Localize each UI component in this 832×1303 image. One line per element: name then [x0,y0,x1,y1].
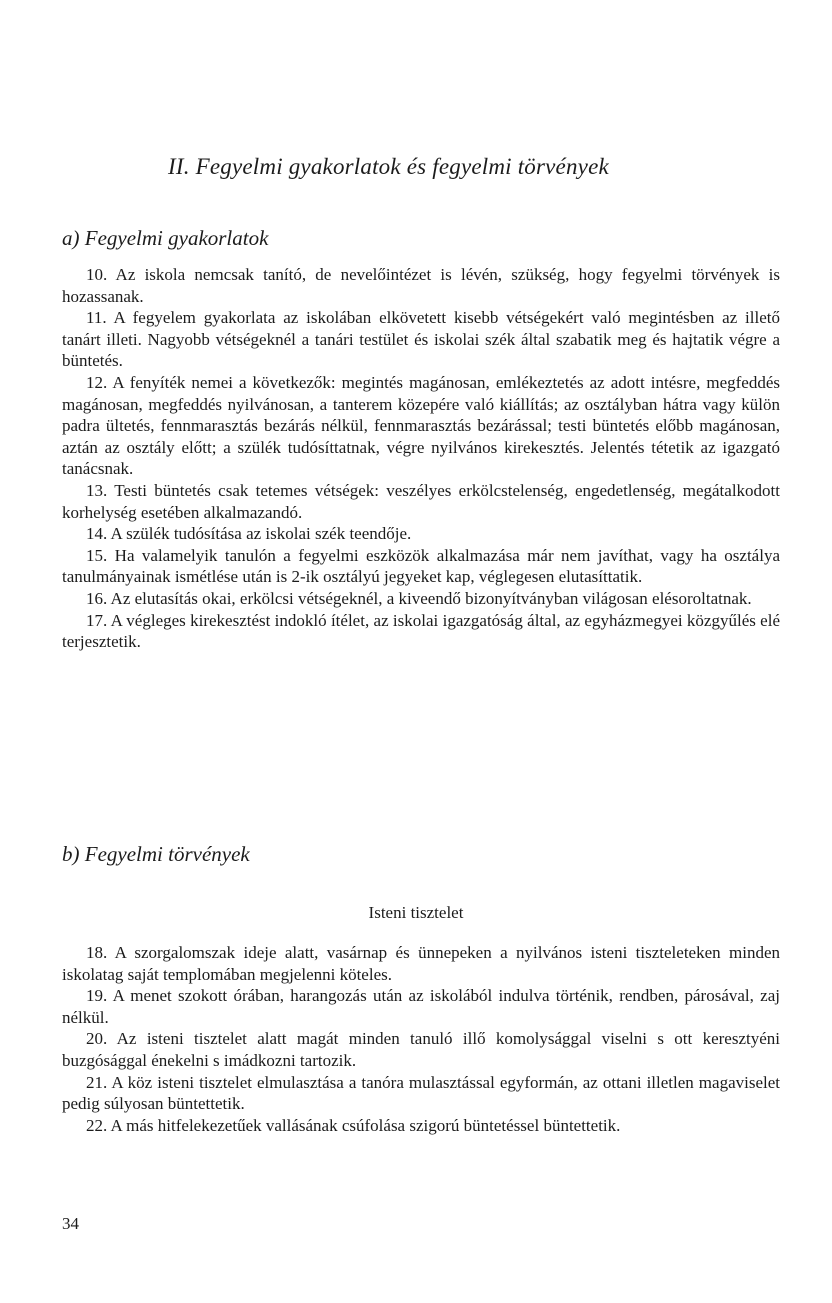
paragraph-22: 22. A más hitfelekezetűek vallásának csúfolása szigorú büntetéssel büntettetik. [86,1115,621,1135]
chapter-title: II. Fegyelmi gyakorlatok és fegyelmi törvények [168,154,609,179]
paragraph-10: 10. Az iskola nemcsak tanító, de nevelőintézet is lévén, szükség, hogy fegyelmi törvények is hozassanak. [62,265,780,306]
paragraph-18: 18. A szorgalomszak ideje alatt, vasárnap és ünnepeken a nyilvános isteni tiszteleteken minden iskolatag saját templomában megjelenni köteles. [62,943,780,984]
paragraph-13: 13. Testi büntetés csak tetemes vétségek: veszélyes erkölcstelenség, engedetlenség, megátalkodott korhelység esetében alkalmazandó. [62,480,780,522]
paragraph-12: 12. A fenyíték nemei a következők: megintés magánosan, emlékeztetés az adott intésre, megfeddés magánosan, megfeddés nyilvánosan, a tanterem közepére való kiállítás; az osztályban hátra vagy külön padra ültetés, fennmarasztás bezárás nélkül, fennmarasztás bezárással; testi büntetés előbb magánosan, aztán az osztály előtt; a szülék tudósíttatnak, végre nyilvános kirekesztés. Jelentés tétetik az igazgató tanácsnak. [62,372,780,479]
section-heading-b: b) Fegyelmi törvények [62,842,250,866]
paragraph-21: 21. A köz isteni tisztelet elmulasztása a tanóra mulasztással egyformán, az ottani illetlen magaviselet pedig súlyosan büntettetik. [62,1072,780,1114]
section-heading-a: a) Fegyelmi gyakorlatok [62,226,269,250]
paragraph-14: 14. A szülék tudósítása az iskolai szék teendője. [86,524,412,544]
paragraph-11: 11. A fegyelem gyakorlata az iskolában elkövetett kisebb vétségekért való megintésben az illető tanárt illeti. Nagyobb vétségeknél a tanári testület és iskolai szék által szabatik meg és hajtatik végre a büntetés. [62,308,780,371]
paragraph-19: 19. A menet szokott órában, harangozás után az iskolából indulva történik, rendben, párosával, zaj nélkül. [62,986,780,1027]
paragraph-20: 20. Az isteni tisztelet alatt magát minden tanuló illő komolysággal viselni s ott keresztyéni buzgósággal énekelni s imádkozni tartozik. [62,1029,780,1070]
section-a-body [62,264,780,653]
page-number: 34 [62,1214,79,1233]
section-subtitle: Isteni tisztelet [368,903,464,922]
section-b-body [62,942,780,1136]
paragraph-17: 17. A végleges kirekesztést indokló ítélet, az iskolai igazgatóság által, az egyházmegyei közgyűlés elé terjesztetik. [62,610,780,652]
paragraph-16: 16. Az elutasítás okai, erkölcsi vétségeknél, a kiveendő bizonyítványban világosan elésoroltatnak. [86,588,752,608]
paragraph-15: 15. Ha valamelyik tanulón a fegyelmi eszközök alkalmazása már nem javíthat, vagy ha osztálya tanulmányainak ismétlése után is 2-ik osztályú jegyeket kap, véglegesen elutasíttatik. [62,545,780,587]
